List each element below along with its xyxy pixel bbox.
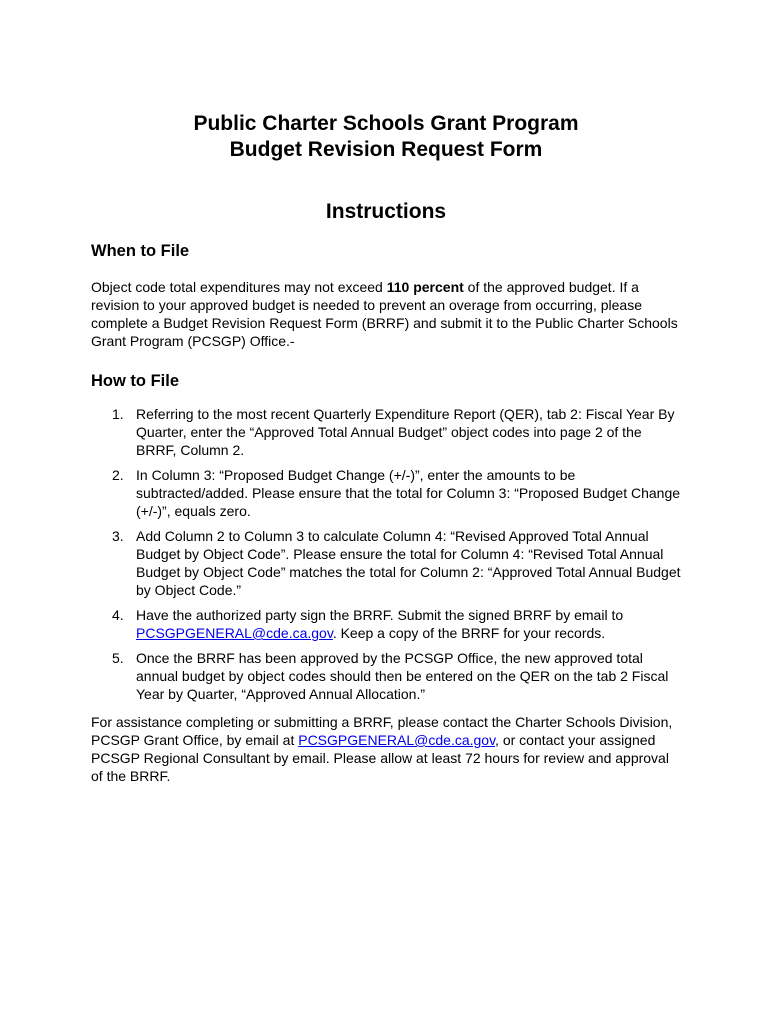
when-to-file-paragraph: [91, 278, 681, 350]
assistance-paragraph: [91, 713, 681, 785]
email-link[interactable]: PCSGPGENERAL@cde.ca.gov: [136, 625, 333, 641]
step-text: Once the BRRF has been approved by the PCSGP Office, the new approved total annual budget by object codes should then be entered on the QER on the tab 2 Fiscal Year by Quarter, “Approved Annual Allocation.”: [136, 650, 669, 702]
step-text: In Column 3: “Proposed Budget Change (+/-)”, enter the amounts to be subtracted/added. Please ensure that the total for Column 3: “Proposed Budget Change (+/-)”, equals zero.: [136, 467, 681, 519]
title-line-1: Public Charter Schools Grant Program: [193, 112, 579, 135]
step-number: 4.: [112, 607, 124, 623]
list-item: [91, 405, 681, 459]
step-text-after: . Keep a copy of the BRRF for your records.: [332, 625, 606, 641]
step-number: 2.: [112, 467, 124, 483]
step-text: Add Column 2 to Column 3 to calculate Column 4: “Revised Approved Total Annual Budget by Object Code”. Please ensure the total for Column 4: “Revised Total Annual Budget by Object Code” matches the total for Column 2: “Approved Total Annual Budget by Object Code.”: [136, 528, 681, 598]
title-line-2: Budget Revision Request Form: [229, 138, 543, 161]
when-to-file-text-before: Object code total expenditures may not exceed: [91, 279, 387, 295]
step-number: 5.: [112, 650, 124, 666]
list-item: [91, 649, 681, 703]
step-number: 1.: [112, 406, 124, 422]
instructions-heading: Instructions: [325, 200, 447, 223]
step-number: 3.: [112, 528, 124, 544]
assistance-text-before: For assistance completing or submitting a BRRF, please contact the Charter Schools Division, PCSGP Grant Office, by email at: [91, 714, 673, 748]
list-item: [91, 527, 681, 599]
list-item: [91, 466, 681, 520]
when-to-file-text-after: of the approved budget. If a revision to your approved budget is needed to prevent an overage from occurring, please complete a Budget Revision Request Form (BRRF) and submit it to the Public Charter Schools Grant Program (PCSGP) Office.-: [91, 279, 678, 349]
assistance-email-link[interactable]: PCSGPGENERAL@cde.ca.gov: [298, 732, 496, 748]
document-page: [91, 111, 681, 785]
assistance-text-after: , or contact your assigned PCSGP Regional Consultant by email. Please allow at least 72 hours for review and approval of the BRRF.: [91, 732, 669, 784]
document-title: [91, 111, 681, 163]
step-text-before: Have the authorized party sign the BRRF. Submit the signed BRRF by email to: [136, 607, 624, 623]
how-to-file-steps: [91, 405, 681, 703]
when-to-file-bold: 110 percent: [386, 279, 464, 295]
how-to-file-heading: How to File: [91, 372, 179, 390]
list-item: [91, 606, 681, 642]
when-to-file-heading: When to File: [91, 242, 190, 260]
step-text: Referring to the most recent Quarterly Expenditure Report (QER), tab 2: Fiscal Year By Quarter, enter the “Approved Total Annual Budget” object codes into page 2 of the BRRF, Column 2.: [136, 406, 675, 458]
